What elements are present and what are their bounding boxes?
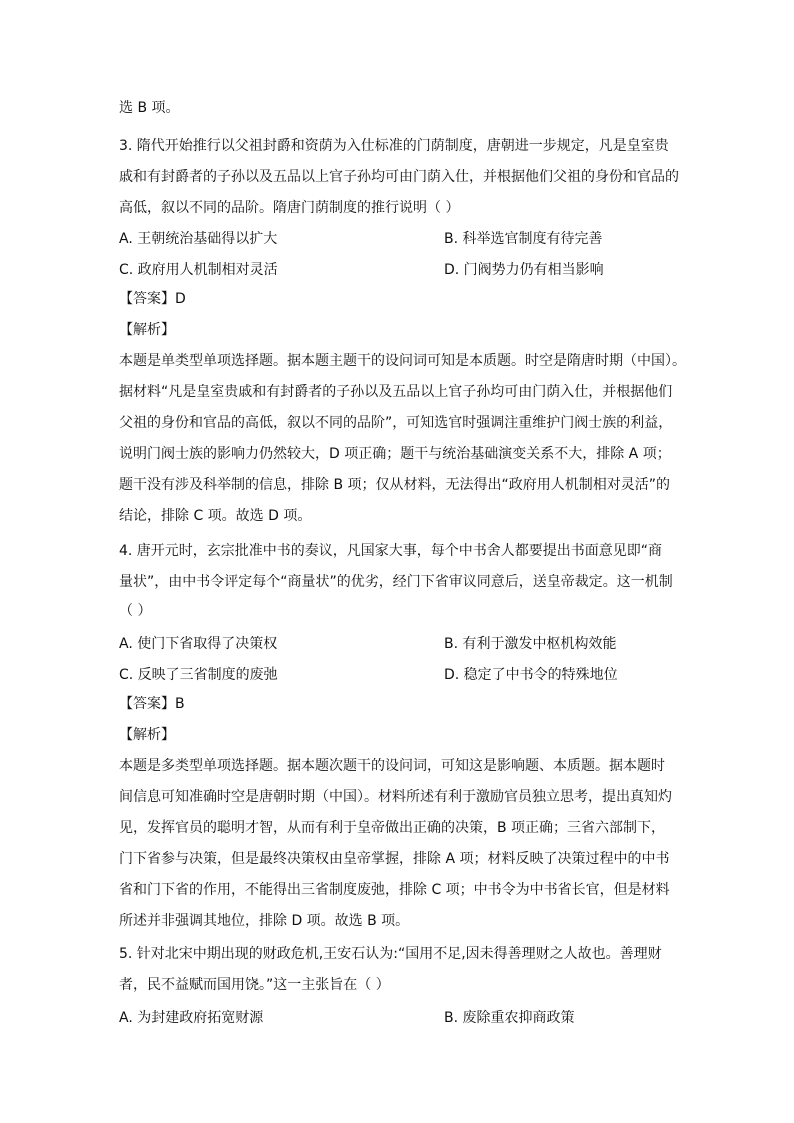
- q4-option-a: A. 使门下省取得了决策权: [119, 636, 278, 652]
- q5-stem-line-2: 者，民不益赋而国用饶。”这一主张旨在（ ）: [119, 977, 390, 993]
- q3-option-a: A. 王朝统治基础得以扩大: [119, 231, 278, 247]
- q3-analysis-line-6: 结论，排除 C 项。故选 D 项。: [119, 508, 312, 524]
- q4-option-d: D. 稳定了中书令的特殊地位: [444, 667, 618, 683]
- q4-analysis-heading: 【解析】: [119, 727, 175, 743]
- q5-option-a: A. 为封建政府拓宽财源: [119, 1010, 264, 1026]
- q4-analysis-line-4: 门下省参与决策，但是最终决策权由皇帝掌握，排除 A 项；材料反映了决策过程中的中书: [119, 851, 670, 867]
- q3-stem-line-1: 3. 隋代开始推行以父祖封爵和资荫为入仕标准的门荫制度，唐朝进一步规定，凡是皇室贵: [119, 138, 669, 154]
- q3-answer: 【答案】D: [119, 291, 186, 307]
- q4-stem-line-1: 4. 唐开元时，玄宗批准中书的奏议，凡国家大事，每个中书舍人都要提出书面意见即“商: [119, 543, 663, 559]
- q4-stem-line-2: 量状”，由中书令评定每个“商量状”的优劣，经门下省审议同意后，送皇帝裁定。这一机制: [119, 574, 673, 590]
- q4-analysis-line-5: 省和门下省的作用，不能得出三省制度废弛，排除 C 项；中书令为中书省长官，但是材料: [119, 882, 670, 898]
- q3-option-c: C. 政府用人机制相对灵活: [119, 262, 278, 278]
- q3-analysis-line-1: 本题是单类型单项选择题。据本题主题干的设问词可知是本质题。时空是隋唐时期（中国）。: [119, 353, 686, 369]
- q5-stem-line-1: 5. 针对北宋中期出现的财政危机,王安石认为:“国用不足,因未得善理财之人故也。善理财: [119, 946, 662, 962]
- q3-analysis-line-4: 说明门阀士族的影响力仍然较大，D 项正确；题干与统治基础演变关系不大，排除 A 项；: [119, 446, 671, 462]
- q4-stem-line-3: （ ）: [119, 603, 152, 619]
- q4-analysis-line-3: 见，发挥官员的聪明才智，从而有利于皇帝做出正确的决策，B 项正确；三省六部制下，: [119, 820, 666, 836]
- q3-stem-line-3: 高低，叙以不同的品阶。隋唐门荫制度的推行说明（ ）: [119, 200, 460, 216]
- q5-option-b: B. 废除重农抑商政策: [444, 1010, 575, 1026]
- q3-option-d: D. 门阀势力仍有相当影响: [444, 262, 604, 278]
- q4-analysis-line-2: 间信息可知准确时空是唐朝时期（中国）。材料所述有利于激励官员独立思考，提出真知灼: [119, 789, 672, 805]
- q4-analysis-line-1: 本题是多类型单项选择题。据本题次题干的设问词，可知这是影响题、本质题。据本题时: [119, 758, 665, 774]
- q4-answer: 【答案】B: [119, 696, 185, 712]
- q3-stem-line-2: 戚和有封爵者的子孙以及五品以上官子孙均可由门荫入仕，并根据他们父祖的身份和官品的: [119, 169, 679, 185]
- prev-answer-tail: 选 B 项。: [119, 100, 180, 116]
- q3-analysis-line-2: 据材料“凡是皇室贵戚和有封爵者的子孙以及五品以上官子孙均可由门荫入仕，并根据他们: [119, 384, 673, 400]
- q4-analysis-line-6: 所述并非强调其地位，排除 D 项。故选 B 项。: [119, 913, 410, 929]
- q4-option-b: B. 有利于激发中枢机构效能: [444, 636, 617, 652]
- q3-analysis-heading: 【解析】: [119, 322, 175, 338]
- q3-analysis-line-3: 父祖的身份和官品的高低，叙以不同的品阶”，可知选官时强调注重维护门阀士族的利益，: [119, 415, 673, 431]
- q3-analysis-line-5: 题干没有涉及科举制的信息，排除 B 项；仅从材料，无法得出“政府用人机制相对灵活”的: [119, 477, 671, 493]
- q3-option-b: B. 科举选官制度有待完善: [444, 231, 603, 247]
- q4-option-c: C. 反映了三省制度的废弛: [119, 667, 278, 683]
